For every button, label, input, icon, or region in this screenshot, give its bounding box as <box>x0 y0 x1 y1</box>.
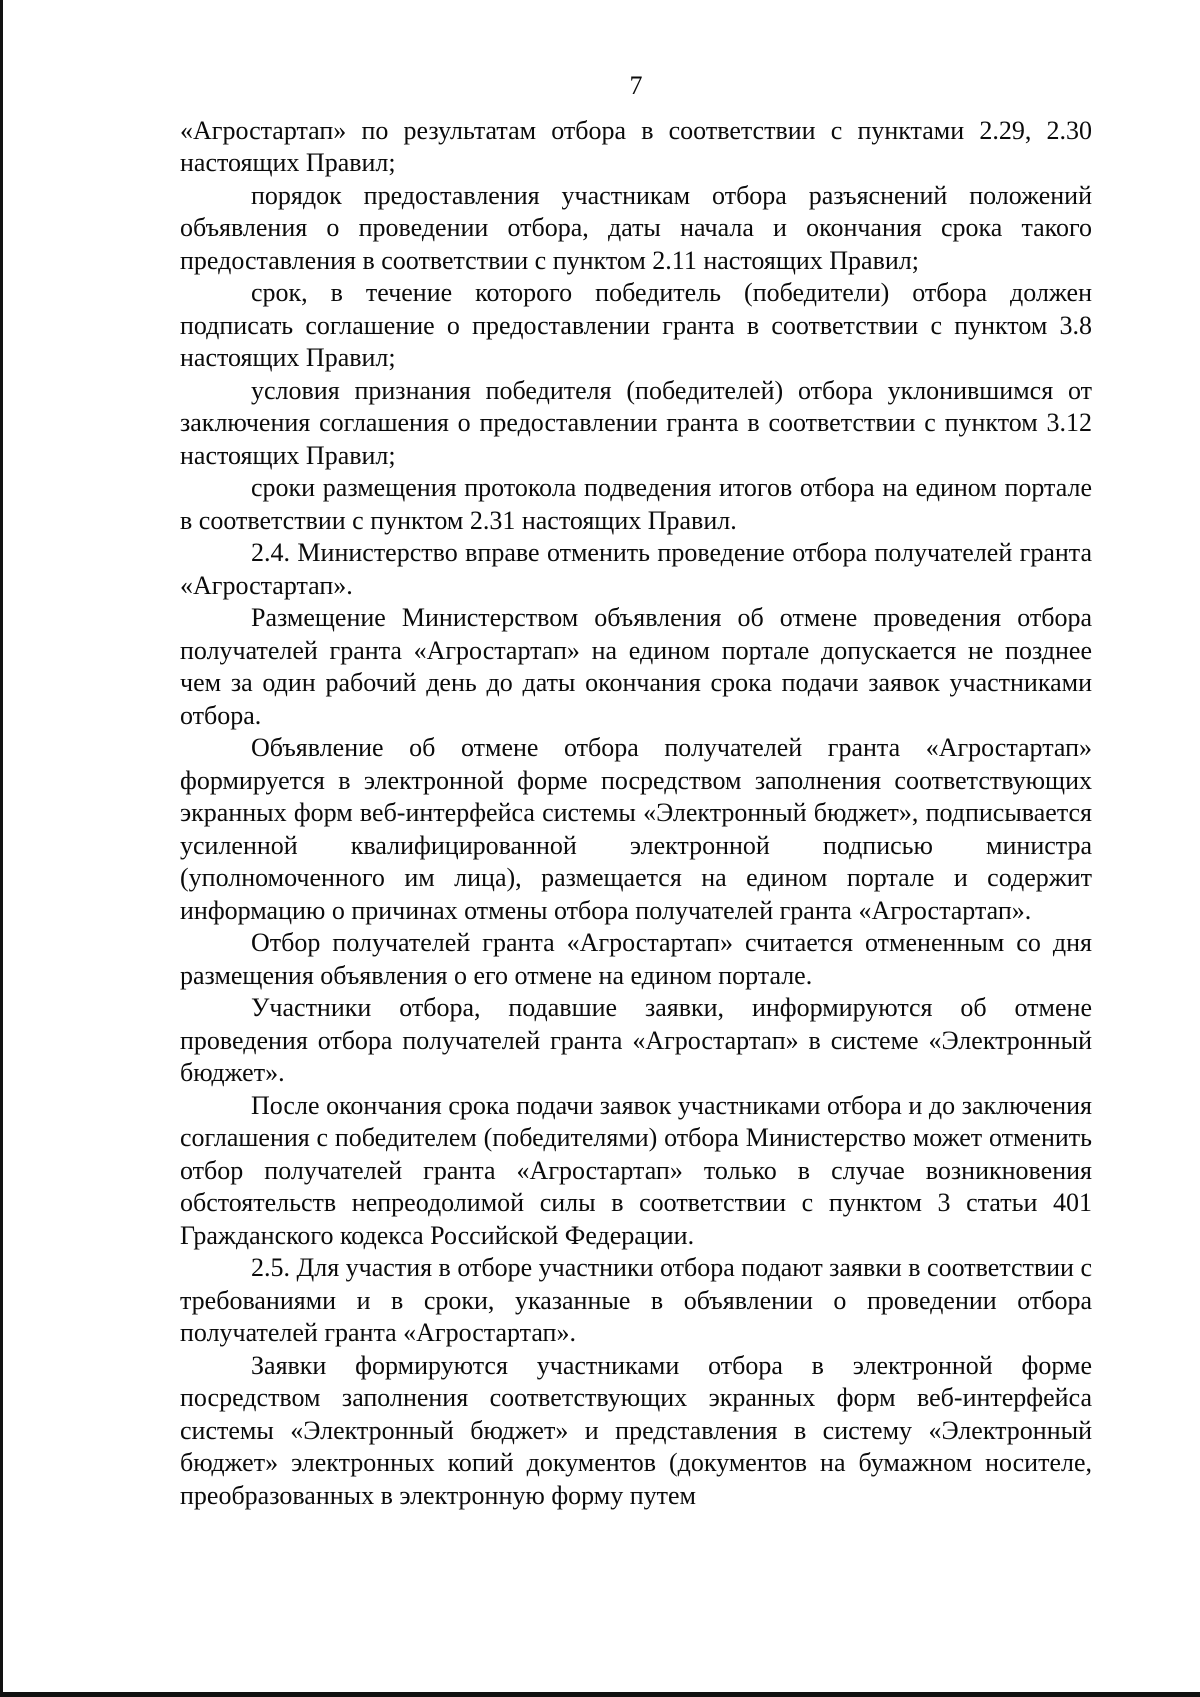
paragraph: сроки размещения протокола подведения итогов отбора на едином портале в соответствии с пунктом 2.31 настоящих Правил. <box>180 473 1092 535</box>
scan-border-bottom <box>0 1692 1200 1697</box>
paragraph: порядок предоставления участникам отбора разъяснений положений объявления о проведении отбора, даты начала и окончания срока такого предоставления в соответствии с пунктом 2.11 настоящих Правил; <box>180 180 1092 275</box>
scan-border-left <box>0 0 3 1697</box>
paragraph: Размещение Министерством объявления об отмене проведения отбора получателей гранта «Агростартап» на едином портале допускается не позднее чем за один рабочий день до даты окончания срока подачи заявок участниками отбора. <box>180 603 1092 730</box>
paragraph: Отбор получателей гранта «Агростартап» считается отмененным со дня размещения объявления о его отмене на едином портале. <box>180 928 1092 990</box>
paragraph: Объявление об отмене отбора получателей гранта «Агростартап» формируется в электронной форме посредством заполнения соответствующих экранных форм веб-интерфейса системы «Электронный бюджет», подписывается усиленной квалифицированной электронной подписью министра (уполномоченного им лица), размещается на едином портале и содержит информацию о причинах отмены отбора получателей гранта «Агростартап». <box>180 733 1092 925</box>
paragraph: Заявки формируются участниками отбора в электронной форме посредством заполнения соответствующих экранных форм веб-интерфейса системы «Электронный бюджет» и представления в систему «Электронный бюджет» электронных копий документов (документов на бумажном носителе, преобразованных в электронную форму путем <box>180 1350 1092 1510</box>
paragraph: После окончания срока подачи заявок участниками отбора и до заключения соглашения с победителем (победителями) отбора Министерство может отменить отбор получателей гранта «Агростартап» только в случае возникновения обстоятельств непреодолимой силы в соответствии с пунктом 3 статьи 401 Гражданского кодекса Российской Федерации. <box>180 1090 1092 1250</box>
page-number: 7 <box>629 71 643 100</box>
document-page <box>180 70 1092 1512</box>
paragraph: Участники отбора, подавшие заявки, информируются об отмене проведения отбора получателей гранта «Агростартап» в системе «Электронный бюджет». <box>180 993 1092 1087</box>
paragraph: «Агростартап» по результатам отбора в соответствии с пунктами 2.29, 2.30 настоящих Правил; <box>180 115 1092 177</box>
section-paragraph-2-5: 2.5. Для участия в отборе участники отбора подают заявки в соответствии с требованиями и в сроки, указанные в объявлении о проведении отбора получателей гранта «Агростартап». <box>180 1253 1093 1347</box>
paragraph: условия признания победителя (победителей) отбора уклонившимся от заключения соглашения о предоставлении гранта в соответствии с пунктом 3.12 настоящих Правил; <box>180 375 1092 470</box>
section-paragraph-2-4: 2.4. Министерство вправе отменить проведение отбора получателей гранта «Агростартап». <box>180 538 1092 600</box>
paragraph: срок, в течение которого победитель (победители) отбора должен подписать соглашение о предоставлении гранта в соответствии с пунктом 3.8 настоящих Правил; <box>180 278 1092 372</box>
